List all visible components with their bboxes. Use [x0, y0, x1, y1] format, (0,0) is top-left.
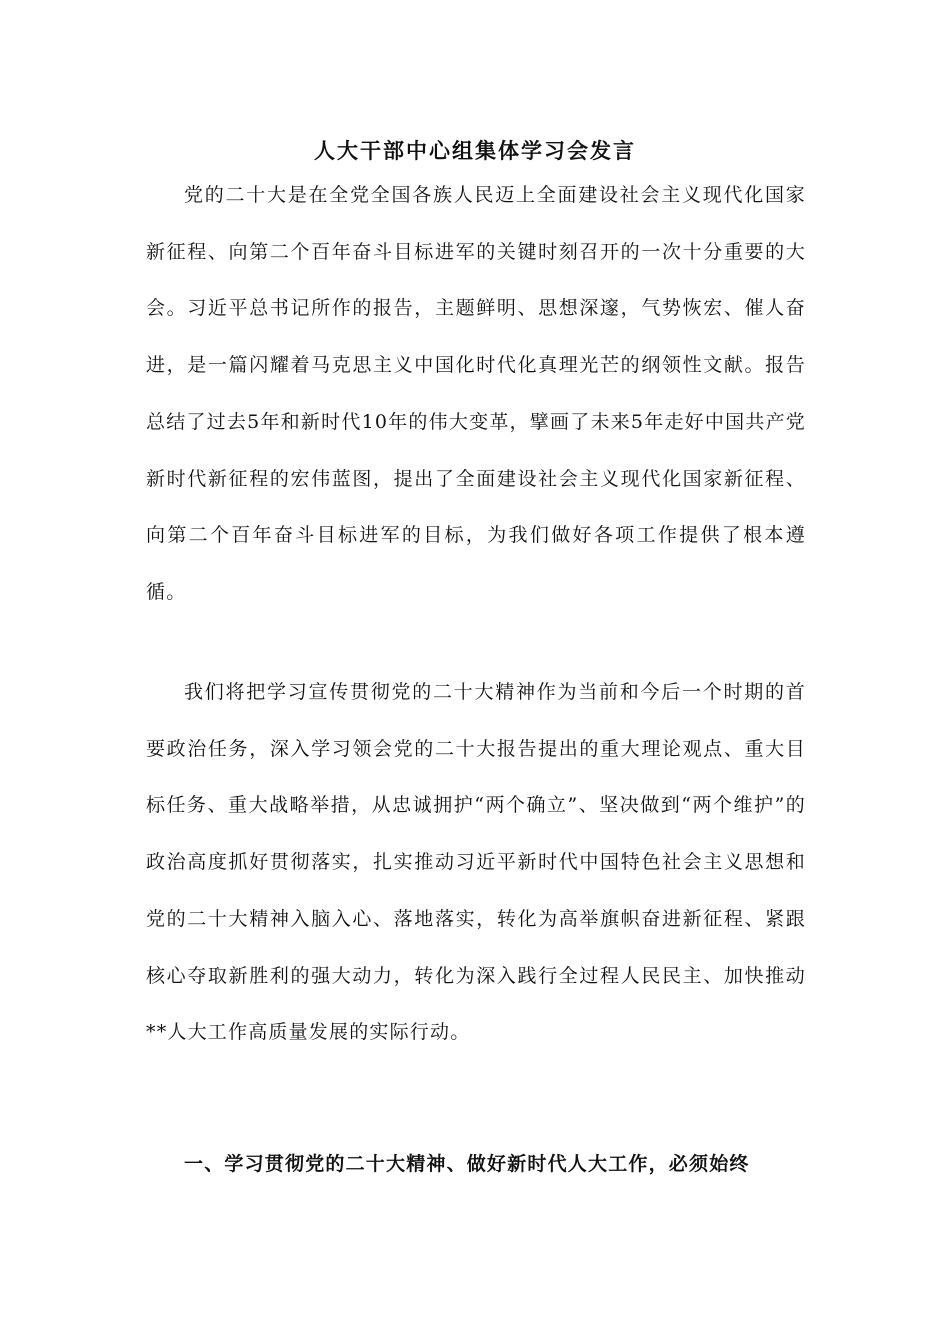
document-title: 人大干部中心组集体学习会发言 — [314, 138, 636, 163]
paragraph-1: 党的二十大是在全党全国各族人民迈上全面建设社会主义现代化国家新征程、向第二个百年奋斗目标进军的关键时刻召开的一次十分重要的大会。习近平总书记所作的报告，主题鲜明、思想深邃，气势恢宏、催人奋进，是一篇闪耀着马克思主义中国化时代化真理光芒的纲领性文献。报告总结了过去5年和新时代10年的伟大变革，擘画了未来5年走好中国共产党新时代新征程的宏伟蓝图，提出了全面建设社会主义现代化国家新征程、向第二个百年奋斗目标进军的目标，为我们做好各项工作提供了根本遵循。 — [146, 184, 806, 603]
section-heading-1: 一、学习贯彻党的二十大精神、做好新时代人大工作，必须始终 — [184, 1153, 750, 1175]
paragraph-2: 我们将把学习宣传贯彻党的二十大精神作为当前和今后一个时期的首要政治任务，深入学习领会党的二十大报告提出的重大理论观点、重大目标任务、重大战略举措，从忠诚拥护“两个确立”、坚决做到“两个维护”的政治高度抓好贯彻落实，扎实推动习近平新时代中国特色社会主义思想和党的二十大精神入脑入心、落地落实，转化为高举旗帜奋进新征程、紧跟核心夺取新胜利的强大动力，转化为深入践行全过程人民民主、加快推动**人大工作高质量发展的实际行动。 — [146, 681, 806, 1044]
